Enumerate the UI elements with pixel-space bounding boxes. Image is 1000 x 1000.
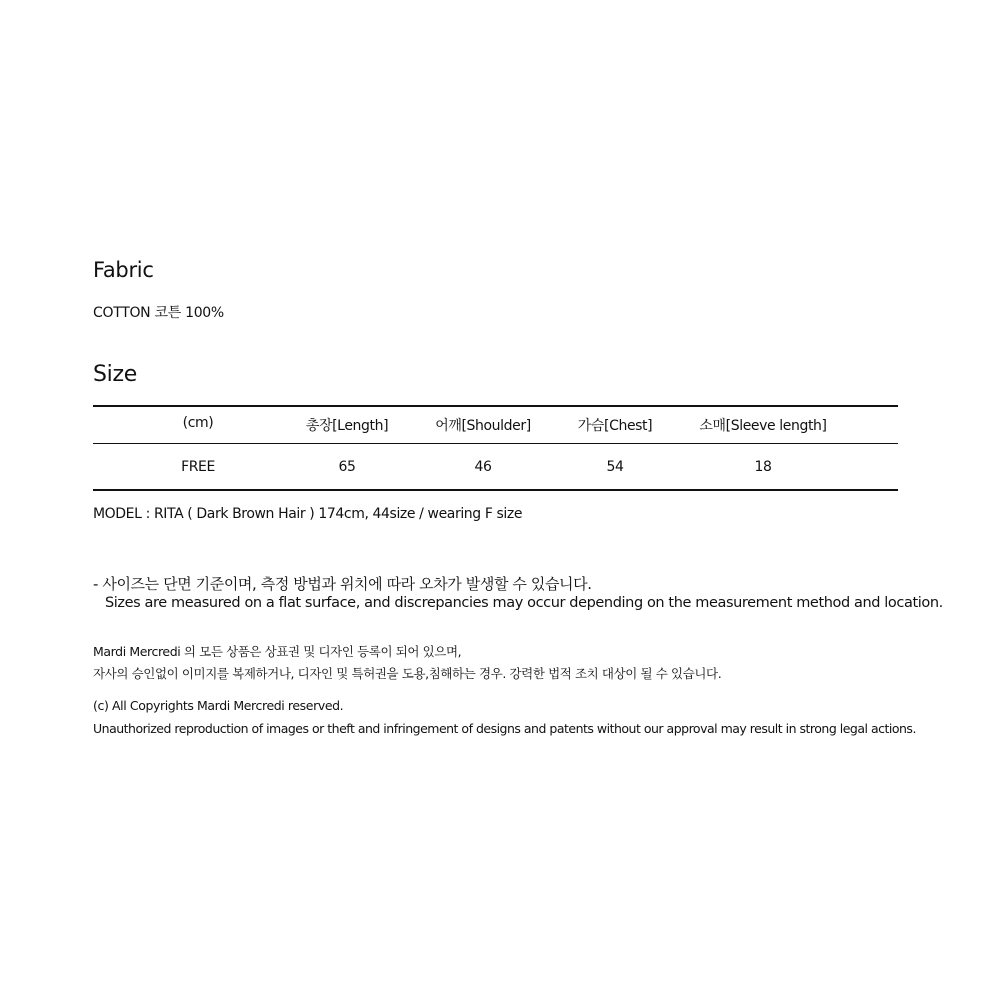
size-table: [93, 405, 898, 491]
cell-sleeve-length: 18: [754, 459, 772, 475]
table-bottom-rule: [93, 489, 898, 491]
cell-length: 65: [338, 459, 356, 475]
header-shoulder: 어깨[Shoulder]: [435, 418, 531, 434]
header-unit: (cm): [182, 415, 214, 431]
copyright-line-1: (c) All Copyrights Mardi Mercredi reserved.: [93, 698, 344, 713]
header-length: 총장[Length]: [305, 418, 389, 434]
table-header-rule: [93, 443, 898, 444]
cell-size: FREE: [181, 459, 215, 475]
cell-shoulder: 46: [474, 459, 492, 475]
size-heading: Size: [93, 362, 137, 387]
model-info: MODEL : RITA ( Dark Brown Hair ) 174cm, 44size / wearing F size: [93, 506, 523, 522]
header-chest: 가슴[Chest]: [577, 418, 653, 434]
fabric-value: COTTON 코튼 100%: [93, 305, 224, 321]
legal-notice-line-2: 자사의 승인없이 이미지를 복제하거나, 디자인 및 특허권을 도용,침해하는 경우. 강력한 법적 조치 대상이 될 수 있습니다.: [93, 666, 722, 681]
header-sleeve-length: 소매[Sleeve length]: [699, 418, 827, 434]
copyright-line-2: Unauthorized reproduction of images or theft and infringement of designs and patents without our approval may result in strong legal actions.: [93, 721, 916, 736]
size-note-korean: - 사이즈는 단면 기준이며, 측정 방법과 위치에 따라 오차가 발생할 수 있습니다.: [93, 575, 592, 593]
fabric-heading: Fabric: [93, 258, 154, 282]
cell-chest: 54: [606, 459, 624, 475]
table-top-rule: [93, 405, 898, 407]
legal-notice-line-1: Mardi Mercredi 의 모든 상품은 상표권 및 디자인 등록이 되어 있으며,: [93, 644, 462, 659]
size-note-english: Sizes are measured on a flat surface, and discrepancies may occur depending on the measurement method and location.: [105, 595, 943, 611]
